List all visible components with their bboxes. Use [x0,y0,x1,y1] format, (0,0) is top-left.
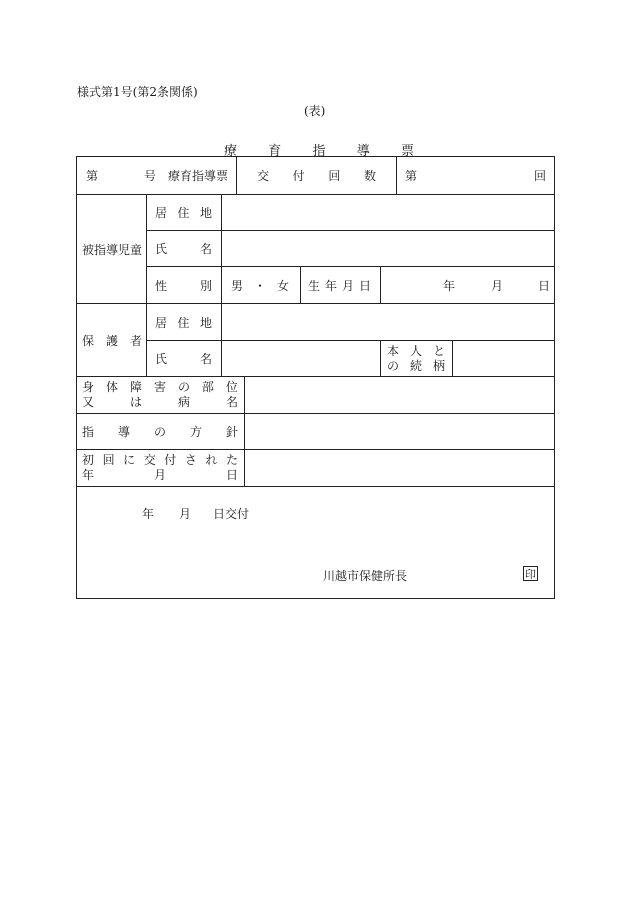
label-line [82,395,238,410]
label-char: は [129,395,142,409]
label-char: 身 [82,380,95,394]
issue-date-month: 月 [179,507,192,521]
label-char: 護 [105,333,118,348]
child-section-label: 被指導児童 [82,242,143,257]
column-divider [380,340,381,376]
label-char: の [153,425,166,439]
sex-separator: ・ [253,278,266,293]
label-char: 体 [105,380,118,394]
issue-date-year: 年 [142,507,155,521]
number-suffix: 号 [143,169,156,183]
label-char: 指 [82,425,95,439]
sex-female: 女 [276,278,289,293]
label-char: 日 [358,278,371,293]
row-divider [76,194,555,195]
label-char: 住 [177,315,190,330]
title-char: 育 [268,144,282,159]
label-char: 地 [199,206,212,220]
title-char: 療 [224,144,238,159]
label-char: 別 [199,278,212,293]
seal-stamp: 印 [525,567,536,581]
side-label: (表) [304,104,326,118]
label-char: 交 [143,453,156,467]
sex-options [231,267,289,303]
count-suffix: 回 [533,169,546,183]
label-char: 害 [153,380,166,394]
label-char: た [225,453,238,467]
label-char: 位 [225,380,238,394]
child-name-label [155,231,212,266]
label-char: 保 [82,333,95,348]
label-char: 針 [225,425,238,439]
issuer-name: 川越市保健所長 [323,569,408,583]
date-unit-day: 日 [538,278,551,293]
child-sex-label [155,267,212,303]
child-address-label [155,195,212,230]
row-divider [76,303,555,304]
label-char: 導 [117,425,130,439]
date-unit-year: 年 [443,278,456,293]
label-char: 住 [177,206,190,220]
issue-date-day: 日交付 [213,507,250,521]
label-char: 又 [82,395,95,409]
label-char: 地 [199,315,212,330]
column-divider [380,266,381,303]
label-char: 名 [199,352,212,366]
guidance-label [82,414,238,449]
date-unit-month: 月 [491,278,504,293]
label-char: 居 [155,206,168,220]
form-number-cell [86,157,156,194]
label-char: さ [184,453,197,467]
title-char: 指 [312,144,326,159]
first-issue-label [82,450,238,486]
relation-line [387,344,445,359]
label-char: 数 [363,169,376,183]
label-char: 病 [177,395,190,409]
disability-label [82,377,238,413]
guardian-section-label [82,304,142,376]
label-char: 年 [324,278,337,293]
label-char: に [123,453,136,467]
label-char: 氏 [155,352,168,366]
label-char: 初 [82,453,95,467]
label-char: 本 [387,343,400,358]
issue-count-value [405,157,546,194]
label-char: 名 [199,242,212,256]
label-char: 性 [155,278,168,293]
label-char: 人 [409,343,422,358]
label-char: 付 [164,453,177,467]
label-char: 氏 [155,242,168,256]
label-char: 方 [189,425,202,439]
label-char: れ [205,453,218,467]
label-char: と [432,343,445,358]
label-char: 交 [257,169,270,183]
label-char: の [387,358,400,373]
relation-line [387,359,445,374]
label-char: 日 [225,468,238,482]
label-char: 居 [155,315,168,330]
row-divider [76,486,555,487]
form-number: 様式第1号(第2条関係) [77,85,198,99]
column-divider [396,156,397,194]
birthdate-label [308,267,371,303]
guardian-name-label [155,341,212,376]
label-char: 月 [341,278,354,293]
label-char: 障 [129,380,142,394]
label-char: 月 [153,468,166,482]
relation-label [387,341,445,376]
column-divider [244,376,245,486]
title-char: 票 [400,144,414,159]
label-char: 年 [82,468,95,482]
column-divider [236,156,237,194]
label-char: 柄 [432,358,445,373]
column-divider [452,340,453,376]
label-char: 回 [328,169,341,183]
number-prefix: 第 [86,169,99,183]
label-char: 生 [308,278,321,293]
issue-count-label [257,157,376,194]
sex-male: 男 [231,278,244,293]
label-char: 部 [201,380,214,394]
form-name: 療育指導票 [168,169,229,183]
count-prefix: 第 [405,169,418,183]
label-char: の [177,380,190,394]
label-char: 回 [102,453,115,467]
guardian-address-label [155,304,212,340]
column-divider [300,266,301,303]
label-char: 者 [129,333,142,348]
label-char: 名 [225,395,238,409]
title-char: 導 [356,144,370,159]
column-divider [221,194,222,376]
label-char: 付 [292,169,305,183]
label-line [82,468,238,483]
label-line [82,453,238,468]
label-line [82,380,238,395]
label-char: 続 [409,358,422,373]
column-divider [146,194,147,376]
